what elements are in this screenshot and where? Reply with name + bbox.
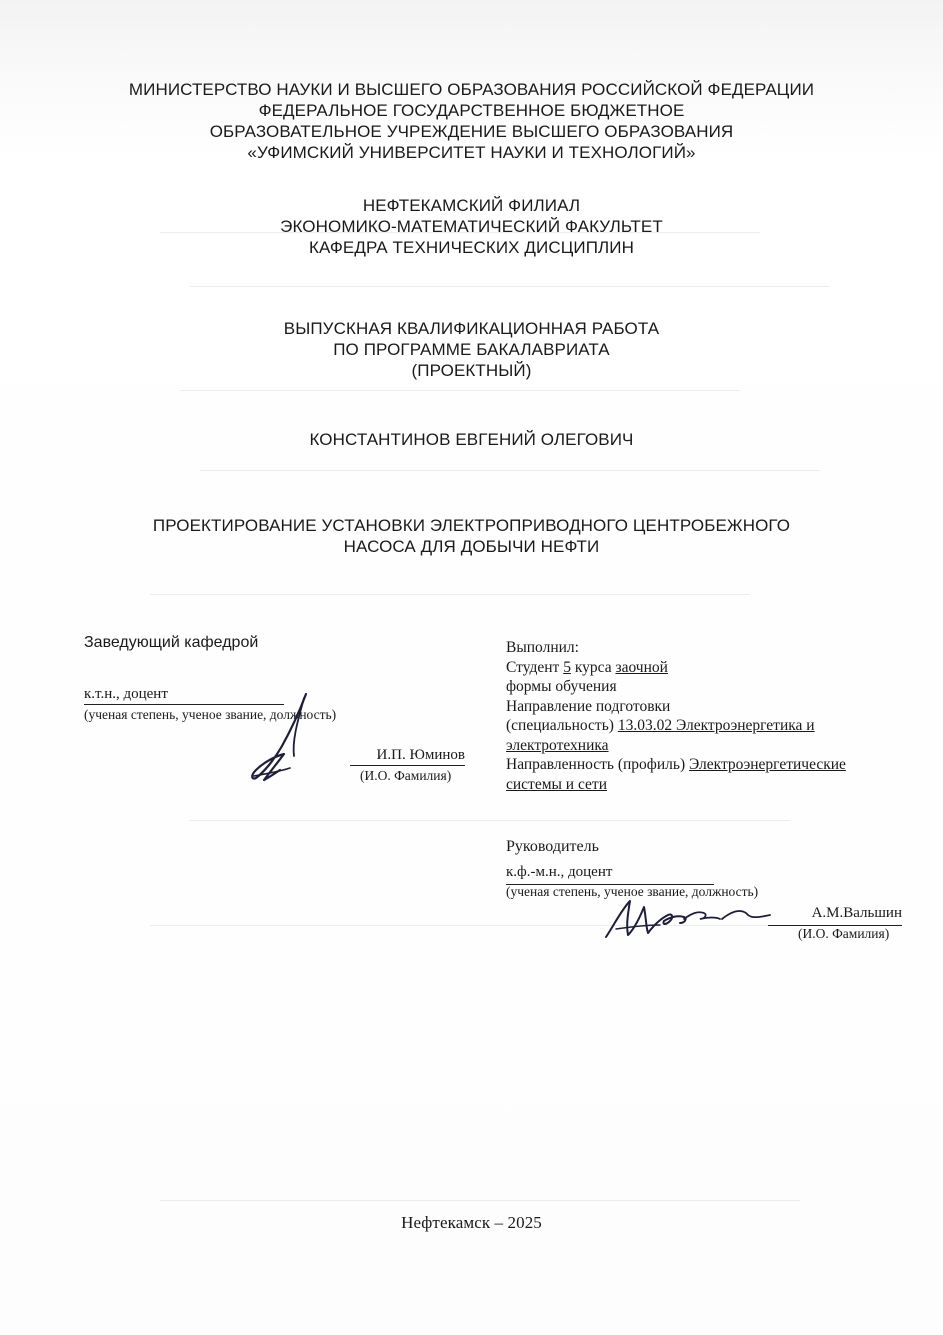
work-type <box>0 318 943 381</box>
supervisor-degree-caption: (ученая степень, ученое звание, должность) <box>506 884 759 899</box>
branch-header <box>0 195 943 258</box>
profile-line <box>506 755 846 775</box>
hod-degree-caption: (ученая степень, ученое звание, должность) <box>84 707 337 722</box>
bleed-line <box>190 820 790 821</box>
student-prefix: Студент <box>506 659 560 676</box>
ministry-line: «УФИМСКИЙ УНИВЕРСИТЕТ НАУКИ И ТЕХНОЛОГИЙ» <box>247 143 696 162</box>
ministry-line: МИНИСТЕРСТВО НАУКИ И ВЫСШЕГО ОБРАЗОВАНИЯ РОССИЙСКОЙ ФЕДЕРАЦИИ <box>128 80 815 99</box>
specialty-prefix: (специальность) <box>506 717 614 734</box>
form-suffix: формы обучения <box>506 678 617 695</box>
work-type-line: ВЫПУСКНАЯ КВАЛИФИКАЦИОННАЯ РАБОТА <box>283 319 660 338</box>
profile-prefix: Направленность (профиль) <box>506 756 686 773</box>
bleed-line <box>150 594 750 595</box>
hod-signature <box>234 690 344 790</box>
footer <box>0 1212 943 1233</box>
hod-name: И.П. Юминов <box>350 747 465 766</box>
course-number: 5 <box>563 659 571 676</box>
specialty-value: 13.03.02 Электроэнергетика и <box>617 717 815 734</box>
branch-line: ЭКОНОМИКО-МАТЕМАТИЧЕСКИЙ ФАКУЛЬТЕТ <box>280 217 663 236</box>
bleed-line <box>180 390 740 391</box>
branch-line: НЕФТЕКАМСКИЙ ФИЛИАЛ <box>362 196 581 215</box>
supervisor-name-caption: (И.О. Фамилия) <box>798 926 890 941</box>
city-year: Нефтекамск – 2025 <box>401 1213 542 1232</box>
ministry-line: ОБРАЗОВАТЕЛЬНОЕ УЧРЕЖДЕНИЕ ВЫСШЕГО ОБРАЗОВАНИЯ <box>209 122 734 141</box>
student-line <box>506 658 668 678</box>
bleed-line <box>160 1200 800 1201</box>
ministry-header <box>0 79 943 163</box>
profile-value-cont: системы и сети <box>506 776 607 793</box>
supervisor-degree: к.ф.-м.н., доцент <box>506 863 714 885</box>
performer-label: Выполнил: <box>506 639 579 656</box>
direction-label: Направление подготовки <box>506 698 671 715</box>
supervisor-label: Руководитель <box>506 838 599 855</box>
specialty-line <box>506 716 815 736</box>
ministry-line: ФЕДЕРАЛЬНОЕ ГОСУДАРСТВЕННОЕ БЮДЖЕТНОЕ <box>258 101 685 120</box>
supervisor-signature <box>600 895 775 945</box>
title-line: НАСОСА ДЛЯ ДОБЫЧИ НЕФТИ <box>343 537 600 556</box>
hod-degree: к.т.н., доцент <box>84 686 284 705</box>
course-word: курса <box>574 659 612 676</box>
title-line: ПРОЕКТИРОВАНИЕ УСТАНОВКИ ЭЛЕКТРОПРИВОДНОГО ЦЕНТРОБЕЖНОГО <box>152 516 791 535</box>
study-form: заочной <box>615 659 668 676</box>
work-type-line: (ПРОЕКТНЫЙ) <box>411 361 532 380</box>
author-text: КОНСТАНТИНОВ ЕВГЕНИЙ ОЛЕГОВИЧ <box>309 430 634 449</box>
profile-value: Электроэнергетические <box>688 756 846 773</box>
branch-line: КАФЕДРА ТЕХНИЧЕСКИХ ДИСЦИПЛИН <box>309 238 634 257</box>
thesis-title <box>0 515 943 557</box>
work-type-line: ПО ПРОГРАММЕ БАКАЛАВРИАТА <box>333 340 610 359</box>
supervisor-name: А.М.Вальшин <box>768 904 902 926</box>
hod-name-caption: (И.О. Фамилия) <box>360 768 452 783</box>
author-name <box>0 429 943 450</box>
bleed-line <box>200 470 820 471</box>
specialty-value-cont: электротехника <box>506 737 609 754</box>
bleed-line <box>150 925 790 926</box>
hod-label: Заведующий кафедрой <box>84 634 259 651</box>
bleed-line <box>190 286 830 287</box>
